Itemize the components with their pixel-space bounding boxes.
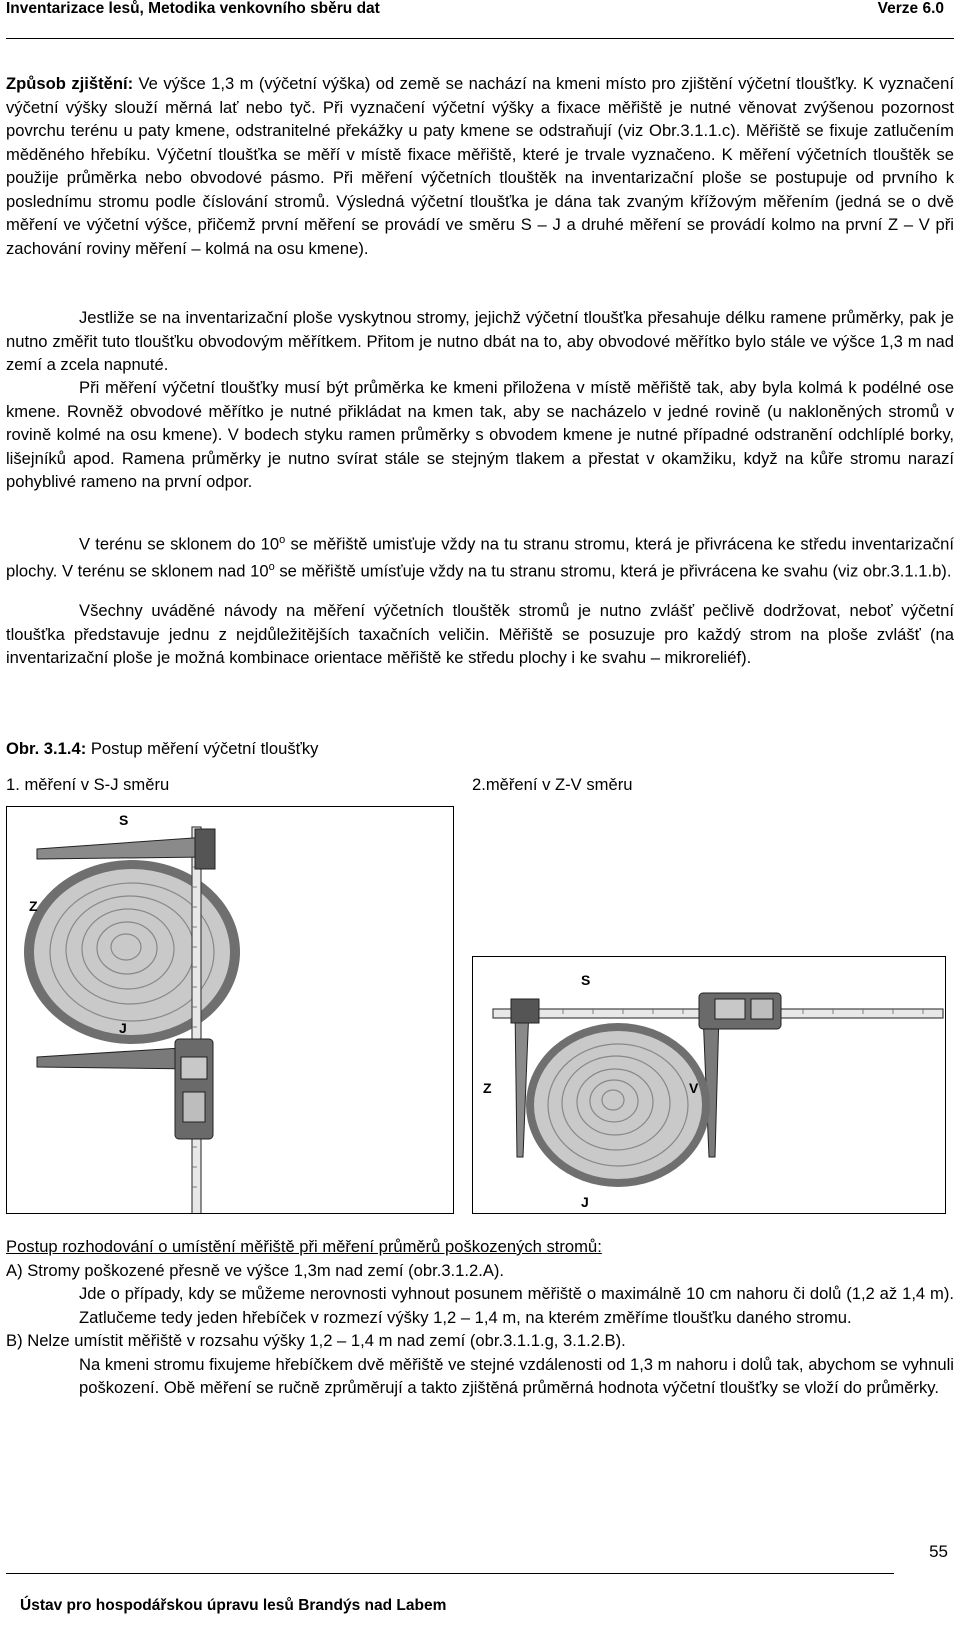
right-label-north: S [581, 972, 591, 988]
left-label-west: Z [29, 898, 38, 914]
page-footer: Ústav pro hospodářskou úpravu lesů Brandýs nad Labem [20, 1597, 447, 1614]
tree-cross-section-left [24, 860, 240, 1044]
header-version: Verze 6.0 [877, 0, 944, 17]
tree-cross-section-right [526, 1023, 710, 1187]
zv-caliper-illustration [473, 957, 945, 1213]
section-heading: Postup rozhodování o umístění měřiště při měření průměrů poškozených stromů: [6, 1237, 602, 1256]
figure-title: Postup měření výčetní tloušťky [86, 739, 319, 758]
left-label-south: J [119, 1020, 127, 1036]
method-label: Způsob zjištění: [6, 74, 134, 93]
figure-sj-measurement [6, 806, 454, 1214]
paragraph-slope [6, 529, 954, 583]
paragraph-circumference: Jestliže se na inventarizační ploše vyskytnou stromy, jejichž výčetní tloušťka přesahuje délku ramene průměrky, pak je nutno změřit tuto tloušťku obvodovým měřítkem. Přitom je nutno dbát na to, aby obvodové měřítko bylo stále ve výšce 1,3 m nad zemí a zcela napnuté. [6, 308, 954, 374]
sj-caliper-illustration [7, 807, 453, 1213]
case-b-text: Na kmeni stromu fixujeme hřebíčkem dvě měřiště ve stejné vzdálenosti od 1,3 m nahoru i dolů tak, abychom se vyhnuli poškození. Obě měření se ručně zprůměrují a takto zjištěná průměrná hodnota výčetní tloušťky se vloží do průměrky. [79, 1354, 954, 1397]
right-label-south: J [581, 1194, 589, 1210]
figure-caption [6, 739, 318, 759]
right-label-east: V [689, 1080, 699, 1096]
header-title: Inventarizace lesů, Metodika venkovního sběru dat [6, 0, 380, 17]
slope-text-a: V terénu se sklonem do 10 [79, 534, 280, 554]
case-a-label: A) Stromy poškozené přesně ve výšce 1,3m nad zemí (obr.3.1.2.A). [6, 1260, 505, 1280]
page-header [6, 0, 952, 26]
case-b-label: B) Nelze umístit měřiště v rozsahu výšky 1,2 – 1,4 m nad zemí (obr.3.1.1.g, 3.1.2.B). [6, 1331, 626, 1350]
footer-rule [6, 1573, 894, 1574]
damaged-trees-section [6, 1235, 954, 1400]
slope-text-b: se měřiště umisťuje vždy na tu stranu stromu, která je přivrácena ke středu inventarizační plochy. V terénu se sklonem nad 10 [6, 534, 954, 581]
degree-sup-1: o [279, 534, 286, 546]
right-label-west: Z [483, 1080, 492, 1096]
figure-label: Obr. 3.1.4: [6, 739, 87, 758]
header-rule [6, 38, 954, 39]
figure-zv-measurement [472, 956, 946, 1214]
case-a-text: Jde o případy, kdy se můžeme nerovnosti vyhnout posunem měřiště o maximálně 10 cm nahoru či dolů (1,2 až 1,4 m). Zatlučeme tedy jeden hřebíček v rozmezí výšky 1,2 – 1,4 m, na kterém změříme tloušťku daného stromu. [79, 1284, 954, 1327]
degree-sup-2: o [268, 561, 275, 574]
figure-subcaption-2: 2.měření v Z-V směru [472, 775, 633, 794]
left-label-north: S [119, 812, 129, 828]
paragraph-method [6, 72, 954, 260]
paragraph-guidelines: Všechny uváděné návody na měření výčetních tlouštěk stromů je nutno zvlášť pečlivě dodržovat, neboť výčetní tloušťka představuje jednu z nejdůležitějších taxačních veličin. Měřiště se posuzuje pro každý strom na ploše zvlášť (na inventarizační ploše je možná kombinace orientace měřiště ke středu plochy i ke svahu – mikroreliéf). [6, 601, 954, 667]
figure-subcaption-1: 1. měření v S-J směru [6, 775, 170, 794]
method-text: Ve výšce 1,3 m (výčetní výška) od země se nachází na kmeni místo pro zjištění výčetní tloušťky. K vyznačení výčetní výšky slouží měrná lať nebo tyč. Při vyznačení výčetní výšky a fixace měřiště je nutné věnovat zvýšenou pozornost povrchu terénu u paty kmene, odstranitelné překážky u paty kmene se odstraňují (viz Obr.3.1.1.c). Měřiště se fixuje zatlučením měděného hřebíku. Výčetní tloušťka se měří v místě fixace měřiště, které je trvale vyznačeno. K měření výčetních tlouštěk se použije průměrka nebo obvodové pásmo. Při měření výčetních tlouštěk na inventarizační ploše se postupuje od prvního k poslednímu stromu podle číslování stromů. Výsledná výčetní tloušťka je dána tak zvaným křížovým měřením (jedná se o dvě měření ve výčetní výšce, přičemž první měření se provádí ve směru S – J a druhé měření se provádí kolmo na první Z – V při zachování roviny měření – kolmá na osu kmene). [6, 74, 954, 258]
slope-text-c: se měřiště umísťuje vždy na tu stranu stromu, která je přivrácena ke svahu (viz obr.3.1.1.b). [274, 561, 952, 581]
paragraph-caliper-use: Při měření výčetní tloušťky musí být průměrka ke kmeni přiložena v místě měřiště tak, aby byla kolmá k podélné ose kmene. Rovněž obvodové měřítko je nutné přikládat na kmen tak, aby se nacházelo v jedné rovině (u nakloněných stromů v rovině kolmé na osu kmene). V bodech styku ramen průměrky s obvodem kmene je nutné případné odstranění odchlíplé borky, lišejníků apod. Ramena průměrky je nutno svírat stále se stejným tlakem a přestat v okamžiku, když na kůře stromu narazí pohyblivé rameno na první odpor. [6, 378, 954, 491]
page-number: 55 [929, 1542, 948, 1561]
